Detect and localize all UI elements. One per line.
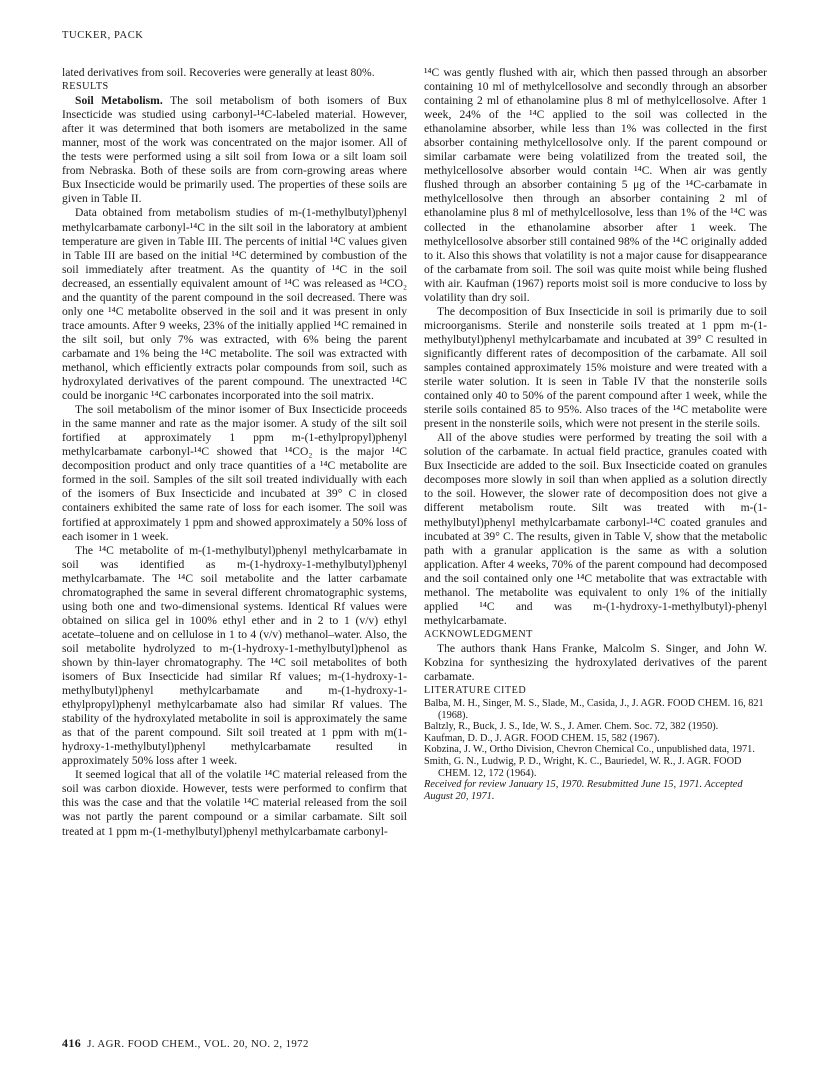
- running-header: TUCKER, PACK: [62, 30, 144, 41]
- page-number: 416: [62, 1036, 82, 1050]
- section-heading-results: RESULTS: [62, 81, 109, 93]
- page-footer: [62, 1036, 309, 1051]
- reference-item: Smith, G. N., Ludwig, P. D., Wright, K. C., Bauriedel, W. R., J. AGR. FOOD CHEM. 12, 172 (1964).: [424, 756, 742, 779]
- reference-item: Balba, M. H., Singer, M. S., Slade, M., Casida, J., J. AGR. FOOD CHEM. 16, 821 (1968).: [424, 698, 764, 721]
- paragraph: All of the above studies were performed by treating the soil with a solution of the carbamate. In actual field practice, granules coated with Bux Insecticide are added to the soil. Bux Insecticide coated on granules decomposes more slowly in soil than when applied as a solution directly to the soil. However, the slower rate of decomposition does not give a different metabolism route. Silt was treated with m-(1-methylbutyl)phenyl methylcarbamate carbonyl-¹⁴C coated granules and incubated at 39° C. The results, given in Table V, show that the metabolic path with a granular application is the same as with a solution application. After 4 weeks, 70% of the parent compound had decomposed and the soil contained only one ¹⁴C metabolite that was extractable with methanol. The metabolite was equivalent to only 1% of the initially applied ¹⁴C and was m-(1-hydroxy-1-methylbutyl)-phenyl methylcarbamate.: [424, 431, 767, 627]
- received-date-note: Received for review January 15, 1970. Resubmitted June 15, 1971. Accepted August 20, 1971.: [424, 779, 743, 803]
- section-heading-acknowledgment: ACKNOWLEDGMENT: [424, 628, 533, 640]
- paragraph: The ¹⁴C metabolite of m-(1-methylbutyl)phenyl methylcarbamate in soil was identified as m-(1-hydroxy-1-methylbutyl)phenyl methylcarbamate. The ¹⁴C soil metabolite and the latter carbamate chromatographed the same in several different chromatographic systems, using both one and two-dimensional systems. Identical Rf values were obtained on silica gel in 100% ethyl ether and in 2 to 1 (v/v) ethyl acetate–toluene and on cellulose in 1 to 4 (v/v) methanol–water. Also, the soil metabolite hydrolyzed to m-(1-hydroxy-1-methylbutyl)phenol as shown by thin-layer chromatography. The ¹⁴C soil metabolites of both isomers of Bux Insecticide had similar Rf values; m-(1-hydroxy-1-methylbutyl)phenyl methylcarbamate and m-(1-hydroxy-1-ethylpropyl)phenyl methylcarbamate also had similar Rf values. The stability of the hydroxylated metabolite in soil is approximately the same as that of the parent compound. Silt soil treated at 1 ppm with m(1-hydroxy-1-methylbutyl)phenyl methylcarbamate resulted in approximately 50% loss after 1 week.: [62, 543, 407, 768]
- paragraph-text: The soil metabolism of both isomers of Bux Insecticide was studied using carbonyl-¹⁴C-labeled material. However, after it was determined that both isomers are metabolized in the same manner, most of the work was concentrated on the major isomer. All of the tests were performed using a silt soil from Iowa or a silt loam soil from Nebraska. Both of these soils are from corn-growing areas where Bux Insecticide would be primarily used. The properties of these soils are given in Table II.: [62, 94, 407, 206]
- reference-item: Kobzina, J. W., Ortho Division, Chevron Chemical Co., unpublished data, 1971.: [424, 744, 755, 756]
- acknowledgment-text: The authors thank Hans Franke, Malcolm S. Singer, and John W. Kobzina for synthesizing the hydroxylated derivatives of the parent carbamate.: [424, 641, 767, 684]
- paragraph: lated derivatives from soil. Recoveries were generally at least 80%.: [62, 66, 375, 79]
- paragraph: ¹⁴C was gently flushed with air, which then passed through an absorber containing 10 ml of methylcellosolve and secondly through an absorber containing 2 ml of ethanolamine plus 8 ml of methylcellosolve. After 1 week, 24% of the ¹⁴C applied to the soil was collected in the ethanolamine absorber, while less than 1% was collected in the first absorber containing methylcellosolve only. If the parent compound or similar carbamate were being volatilized from the treated soil, the methylcellosolve absorber would contain ¹⁴C. When air was gently flushed through an absorber containing 5 μg of the ¹⁴C-carbamate in methylcellosolve then through an absorber containing 2 ml of ethanolamine plus 8 ml of methylcellosolve, less than 1% of the ¹⁴C was collected in the ethanolamine absorber after 1 week. The methylcellosolve absorber still contained 98% of the ¹⁴C originally added to it. Also this shows that volatility is not a major cause for disappearance of the carbamate from soil. The soil was quite moist while being flushed with air. Kaufman (1967) reports moist soil is more conducive to loss by volatility than dry soil.: [424, 66, 767, 304]
- section-heading-literature-cited: LITERATURE CITED: [424, 685, 527, 697]
- reference-item: Kaufman, D. D., J. AGR. FOOD CHEM. 15, 582 (1967).: [424, 732, 660, 744]
- paragraph: It seemed logical that all of the volatile ¹⁴C material released from the soil was carbon dioxide. However, tests were performed to confirm that this was the case and that the volatile ¹⁴C material released from the soil was not partly the parent compound or a similar carbamate. Silt soil treated at 1 ppm m-(1-methylbutyl)phenyl methylcarbamate carbonyl-: [62, 768, 407, 838]
- reference-item: Baltzly, R., Buck, J. S., Ide, W. S., J. Amer. Chem. Soc. 72, 382 (1950).: [424, 721, 719, 733]
- paragraph: The soil metabolism of the minor isomer of Bux Insecticide proceeds in the same manner and rate as the major isomer. A study of the silt soil fortified at approximately 1 ppm m-(1-ethylpropyl)phenyl methylcarbamate carbonyl-¹⁴C showed that ¹⁴CO₂ is the major ¹⁴C decomposition product and only trace quantities of a ¹⁴C metabolite are formed in the soil. Samples of the silt soil treated individually with each of the isomers of Bux Insecticide and incubated at 39° C in closed containers exhibited the same rate of loss for each isomer. The soil was fortified at approximately 1 ppm and showed approximately a 50% loss of each isomer in 1 week.: [62, 403, 407, 543]
- right-column: [424, 66, 767, 803]
- reference-list: [424, 698, 767, 779]
- run-in-heading: Soil Metabolism.: [75, 94, 163, 108]
- paragraph: [62, 94, 407, 206]
- journal-citation: J. AGR. FOOD CHEM., VOL. 20, NO. 2, 1972: [87, 1038, 309, 1050]
- left-column: [62, 66, 407, 839]
- paragraph: Data obtained from metabolism studies of m-(1-methylbutyl)phenyl methylcarbamate carbonyl-¹⁴C in the silt soil in the laboratory at ambient temperature are given in Table III. The percents of initial ¹⁴C values given in Table III are based on the initial ¹⁴C determined by combustion of the soil immediately after treatment. As the quantity of ¹⁴C in the soil decreased, an essentially equivalent amount of ¹⁴C was released as ¹⁴CO₂ and the quantity of the parent compound in the soil decreased. There was only one ¹⁴C metabolite observed in the soil and it was present in only trace amounts. After 9 weeks, 23% of the initially applied ¹⁴C remained in the silt soil, but only 7% was extracted, with 6% being the parent carbamate and 1% being the ¹⁴C metabolite. The soil was extracted with methanol, which efficiently extracts polar compounds from soil, such as hydroxylated derivatives of the parent compound. The unextracted ¹⁴C could be inorganic ¹⁴C carbonates incorporated into the soil matrix.: [62, 206, 407, 403]
- paragraph: The decomposition of Bux Insecticide in soil is primarily due to soil microorganisms. Sterile and nonsterile soils treated at 1 ppm m-(1-methylbutyl)phenyl methylcarbamate and incubated at 39° C resulted in significantly different rates of decomposition of the carbamate. All soil samples contained approximately 15% moisture and were treated with a sterile water solution. It is seen in Table IV that the nonsterile soils contained only 40 to 50% of the parent compound after 1 week, while the sterile soils contained 85 to 95%. Also traces of the ¹⁴C metabolite were present in the nonsterile soils, which were not present in the sterile soils.: [424, 304, 767, 431]
